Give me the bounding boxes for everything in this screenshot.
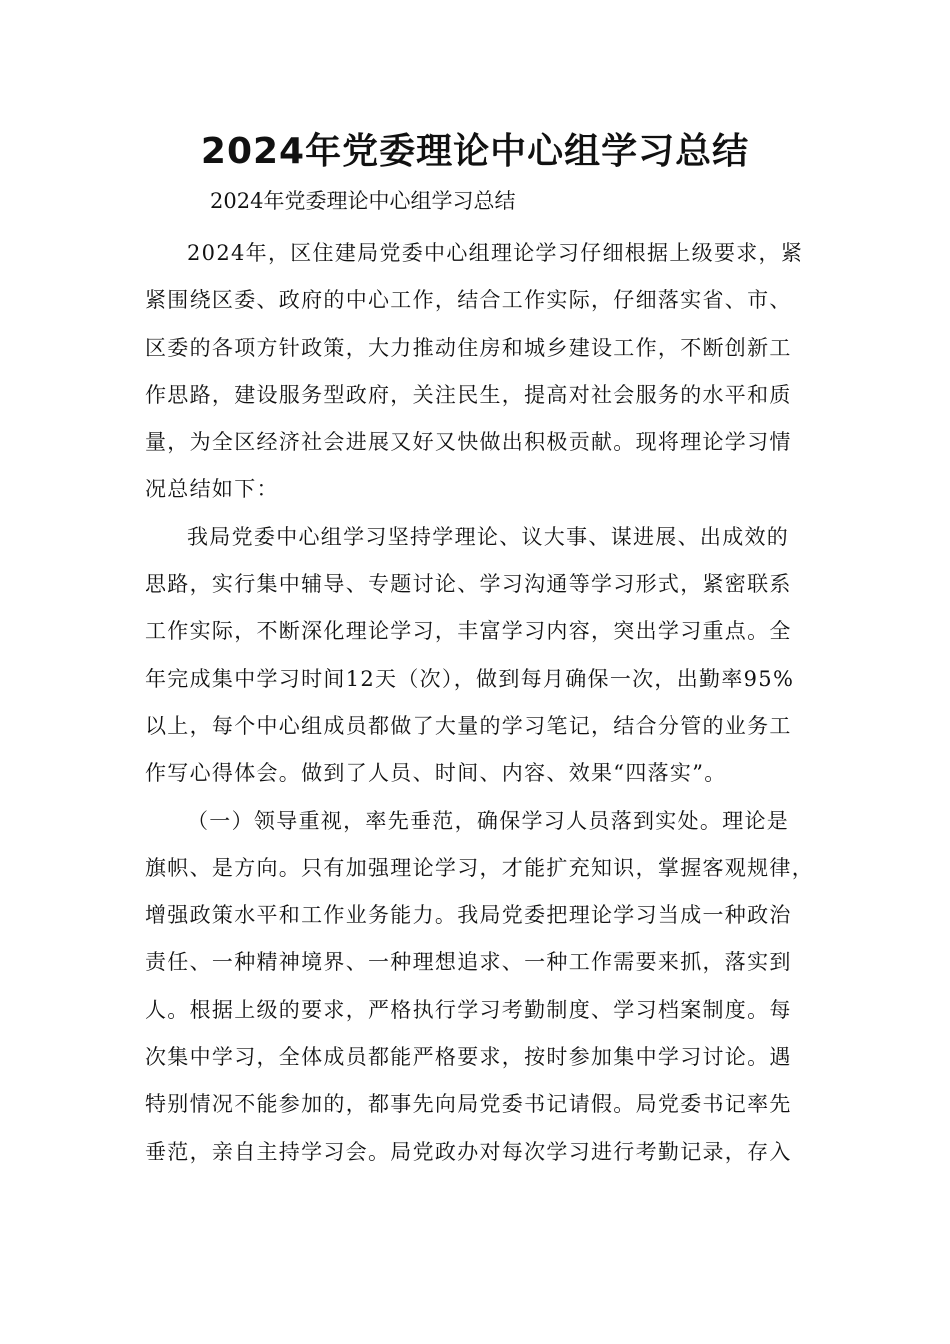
text-line: 2024年，区住建局党委中心组理论学习仔细根据上级要求，紧 [187,241,804,265]
text-line: 年完成集中学习时间12天（次），做到每月确保一次，出勤率95% [145,666,795,691]
text-line: 作思路，建设服务型政府，关注民生，提高对社会服务的水平和质 [145,382,792,407]
text-line: 责任、一种精神境界、一种理想追求、一种工作需要来抓，落实到 [145,950,792,975]
text-line: 我局党委中心组学习坚持学理论、议大事、谋进展、出成效的 [187,524,790,549]
text-line: 区委的各项方针政策，大力推动住房和城乡建设工作，不断创新工 [145,335,792,360]
text-line: 作写心得体会。做到了人员、时间、内容、效果“四落实”。 [145,761,727,786]
document-title: 2024年党委理论中心组学习总结 [200,131,750,172]
document-subtitle: 2024年党委理论中心组学习总结 [210,189,516,213]
text-line: 况总结如下： [145,477,279,502]
text-line: 增强政策水平和工作业务能力。我局党委把理论学习当成一种政治 [145,903,792,928]
text-line: 思路，实行集中辅导、专题讨论、学习沟通等学习形式，紧密联系 [145,572,792,597]
text-line: 次集中学习，全体成员都能严格要求，按时参加集中学习讨论。遇 [145,1045,792,1070]
document-body [145,230,814,1176]
text-line: 工作实际，不断深化理论学习，丰富学习内容，突出学习重点。全 [145,619,792,644]
paragraph-intro [145,230,805,514]
text-line: 特别情况不能参加的，都事先向局党委书记请假。局党委书记率先 [145,1092,792,1117]
text-line: 以上，每个中心组成员都做了大量的学习笔记，结合分管的业务工 [145,713,792,738]
text-line: （一）领导重视，率先垂范，确保学习人员落到实处。理论是 [187,808,790,833]
paragraph-section-one [145,798,814,1176]
text-line: 旗帜、是方向。只有加强理论学习，才能扩充知识，掌握客观规律， [145,855,814,880]
text-line: 垂范，亲自主持学习会。局党政办对每次学习进行考勤记录，存入 [145,1139,792,1164]
paragraph-overview [145,514,805,798]
text-line: 人。根据上级的要求，严格执行学习考勤制度、学习档案制度。每 [145,997,792,1022]
text-line: 量，为全区经济社会进展又好又快做出积极贡献。现将理论学习情 [145,430,792,455]
text-line: 紧围绕区委、政府的中心工作，结合工作实际，仔细落实省、市、 [145,288,792,313]
